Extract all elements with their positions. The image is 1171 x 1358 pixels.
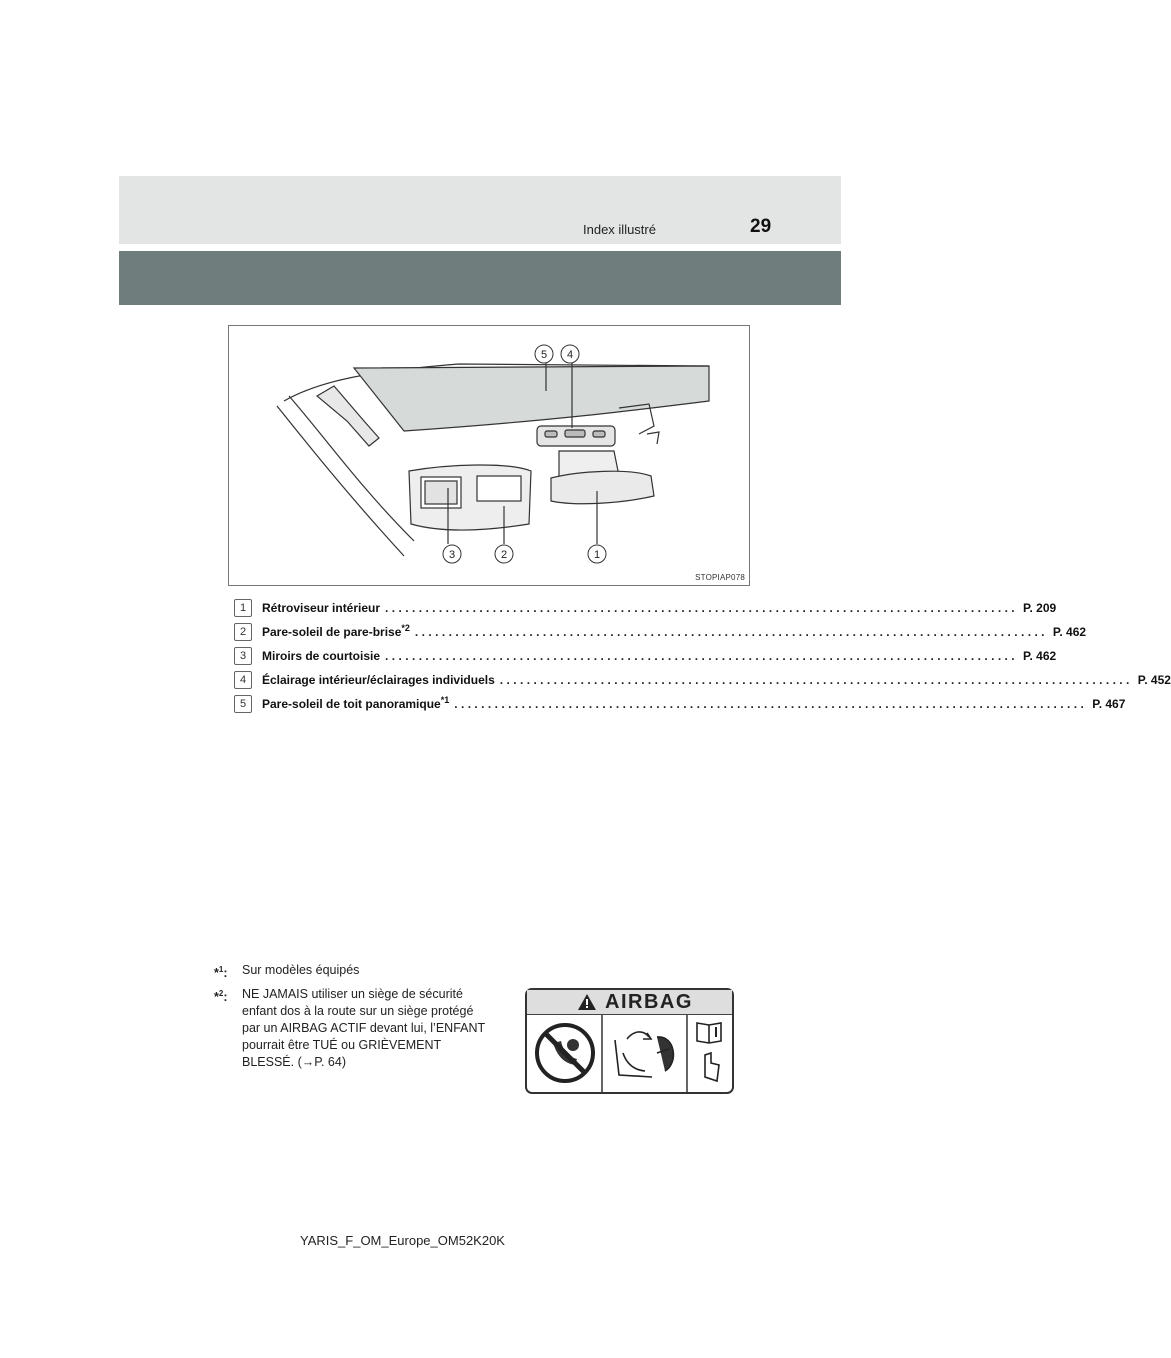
footnote-ref: *1 bbox=[440, 695, 450, 705]
page-reference[interactable]: P. 209 bbox=[1023, 601, 1057, 615]
leader-dots: .............................................................................................. bbox=[414, 625, 1048, 639]
list-item bbox=[234, 598, 1057, 618]
warning-triangle-icon bbox=[577, 993, 597, 1011]
section-title: Index illustré bbox=[583, 222, 656, 237]
section-banner bbox=[119, 251, 841, 305]
ceiling-drawing bbox=[229, 326, 749, 585]
list-item bbox=[234, 670, 1171, 690]
list-item bbox=[234, 694, 1126, 714]
ceiling-illustration bbox=[228, 325, 750, 586]
callout-1-label: 1 bbox=[593, 549, 601, 561]
leader-dots: .............................................................................................. bbox=[499, 673, 1133, 687]
airbag-word: AIRBAG bbox=[605, 991, 693, 1013]
leader-dots: .............................................................................................. bbox=[385, 601, 1019, 615]
item-number: 4 bbox=[234, 671, 252, 689]
list-item bbox=[234, 646, 1057, 666]
page-reference[interactable]: P. 452 bbox=[1137, 673, 1171, 687]
item-label: Miroirs de courtoisie bbox=[262, 649, 381, 663]
callout-5-label: 5 bbox=[540, 349, 548, 361]
item-number: 3 bbox=[234, 647, 252, 665]
airbag-pictograms bbox=[527, 1015, 732, 1092]
page-number: 29 bbox=[750, 216, 772, 237]
footnote-ref: *2 bbox=[401, 623, 410, 633]
item-label: Pare-soleil de toit panoramique$^{*1}$ bbox=[262, 695, 450, 711]
child-seat-airbag-icon bbox=[615, 1032, 673, 1077]
item-number: 1 bbox=[234, 599, 252, 617]
page-reference[interactable]: P. 462 bbox=[1023, 649, 1057, 663]
item-number: 5 bbox=[234, 695, 252, 713]
header-band bbox=[119, 176, 841, 244]
footnote-text: NE JAMAIS utiliser un siège de sécurité enfant dos à la route sur un siège protégé par un AIRBAG ACTIF devant lui, l’ENFANT pourrait être TUÉ ou GRIÈVEMENT BLESSÉ. (→P. 64) bbox=[242, 987, 485, 1069]
item-label: Pare-soleil de pare-brise$^{*2}$ bbox=[262, 623, 410, 639]
manual-reference-icon bbox=[697, 1023, 721, 1081]
item-number: 2 bbox=[234, 623, 252, 641]
figure-code: STOPIAP078 bbox=[695, 573, 745, 582]
item-label: Rétroviseur intérieur bbox=[262, 601, 381, 615]
page-reference[interactable]: P. 467 bbox=[1092, 697, 1126, 711]
footnote-marker: *$^2$: bbox=[214, 989, 228, 1005]
callout-2-label: 2 bbox=[500, 549, 508, 561]
leader-dots: .............................................................................................. bbox=[385, 649, 1019, 663]
list-item bbox=[234, 622, 1087, 642]
callout-3-label: 3 bbox=[448, 549, 456, 561]
footnote-1 bbox=[214, 962, 514, 982]
leader-dots: .............................................................................................. bbox=[454, 697, 1088, 711]
page-reference[interactable]: P. 462 bbox=[1052, 625, 1087, 639]
footnote-text: Sur modèles équipés bbox=[242, 963, 360, 977]
callout-4-label: 4 bbox=[566, 349, 574, 361]
no-child-seat-icon bbox=[537, 1025, 593, 1081]
document-code: YARIS_F_OM_Europe_OM52K20K bbox=[300, 1233, 505, 1248]
footnote-2 bbox=[214, 986, 514, 1076]
footnote-marker: *$^1$: bbox=[214, 965, 228, 981]
airbag-warning-label bbox=[525, 988, 734, 1094]
item-label: Éclairage intérieur/éclairages individuels bbox=[262, 673, 495, 687]
